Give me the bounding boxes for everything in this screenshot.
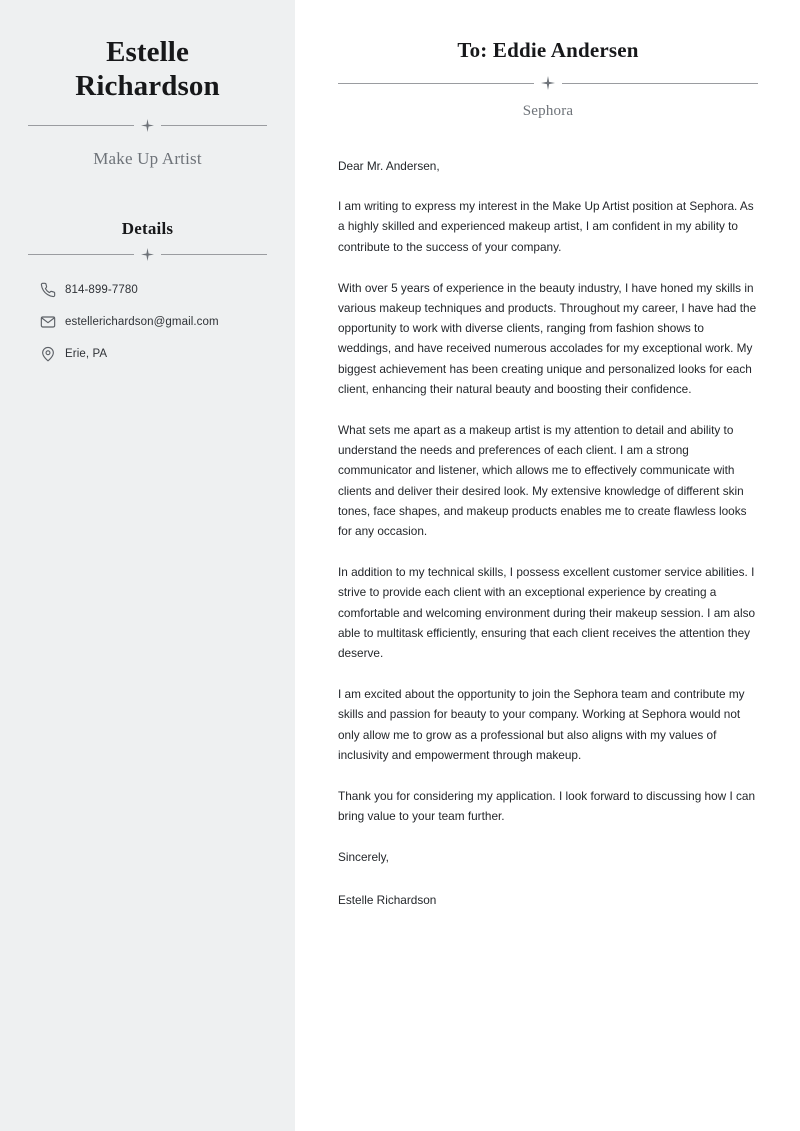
details-divider — [28, 248, 267, 261]
letter-company: Sephora — [522, 103, 574, 119]
phone-number: 814-899-7780 — [65, 284, 138, 297]
divider-line-left — [338, 83, 534, 84]
four-point-star-icon — [141, 119, 154, 132]
divider-line-right — [562, 83, 758, 84]
contact-list — [28, 282, 267, 362]
contact-item-email — [28, 314, 267, 330]
page-title: Estelle Richardson — [75, 36, 220, 102]
phone-icon — [40, 282, 56, 298]
divider-line-left — [28, 125, 134, 126]
letter-paragraph: With over 5 years of experience in the beauty industry, I have honed my skills in various makeup techniques and products. Throughout my career, I have had the opportunity to work with diverse clients, ranging from fashion shows to weddings, and have received numerous accolades for my exceptional work. My biggest achievement has been creating unique and personalized looks for each client, enhancing their natural beauty and boosting their confidence. — [338, 280, 757, 396]
letter-paragraph: In addition to my technical skills, I possess excellent customer service abilities. I strive to provide each client with an exceptional experience by creating a comfortable and welcoming environment during their makeup session. I am also able to multitask efficiently, ensuring that each client receives the attention they deserve. — [338, 565, 756, 661]
contact-item-location — [28, 346, 267, 362]
letter-recipient: To: Eddie Andersen — [457, 38, 639, 62]
email-address: estellerichardson@gmail.com — [65, 316, 219, 329]
letter-header-divider — [338, 76, 758, 90]
contact-item-phone — [28, 282, 267, 298]
name-block — [28, 36, 267, 103]
envelope-icon — [40, 314, 56, 330]
four-point-star-icon — [541, 76, 555, 90]
location: Erie, PA — [65, 348, 108, 361]
details-heading: Details — [121, 219, 174, 239]
letter-paragraph: Thank you for considering my application. I look forward to discussing how I can bring value to your team further. — [338, 789, 756, 824]
letter-paragraph: I am writing to express my interest in the Make Up Artist position at Sephora. As a highly skilled and experienced makeup artist, I am confident in my ability to contribute to the success of your company. — [338, 199, 754, 254]
letter-content — [295, 0, 800, 1131]
job-title: Make Up Artist — [93, 149, 202, 169]
letter-closing: Sincerely, — [338, 850, 389, 865]
letter-salutation: Dear Mr. Andersen, — [338, 159, 440, 173]
location-pin-icon — [40, 346, 56, 362]
sidebar — [0, 0, 295, 1131]
divider-line-left — [28, 254, 134, 255]
four-point-star-icon — [141, 248, 154, 261]
divider-line-right — [161, 254, 267, 255]
divider-line-right — [161, 125, 267, 126]
name-divider — [28, 119, 267, 132]
letter-body — [338, 156, 758, 910]
letter-paragraph: I am excited about the opportunity to join the Sephora team and contribute my skills and passion for beauty to your company. Working at Sephora would not only allow me to grow as a professional but also aligns with my values of inclusivity and empowerment through makeup. — [338, 687, 745, 762]
letter-signature: Estelle Richardson — [338, 892, 437, 907]
letter-paragraph: What sets me apart as a makeup artist is my attention to detail and ability to understand the needs and preferences of each client. I am a strong communicator and listener, which allows me to effectively communicate with clients and deliver their desired look. My extensive knowledge of different skin tones, face shapes, and makeup products enables me to create flawless looks for any occasion. — [338, 423, 747, 539]
